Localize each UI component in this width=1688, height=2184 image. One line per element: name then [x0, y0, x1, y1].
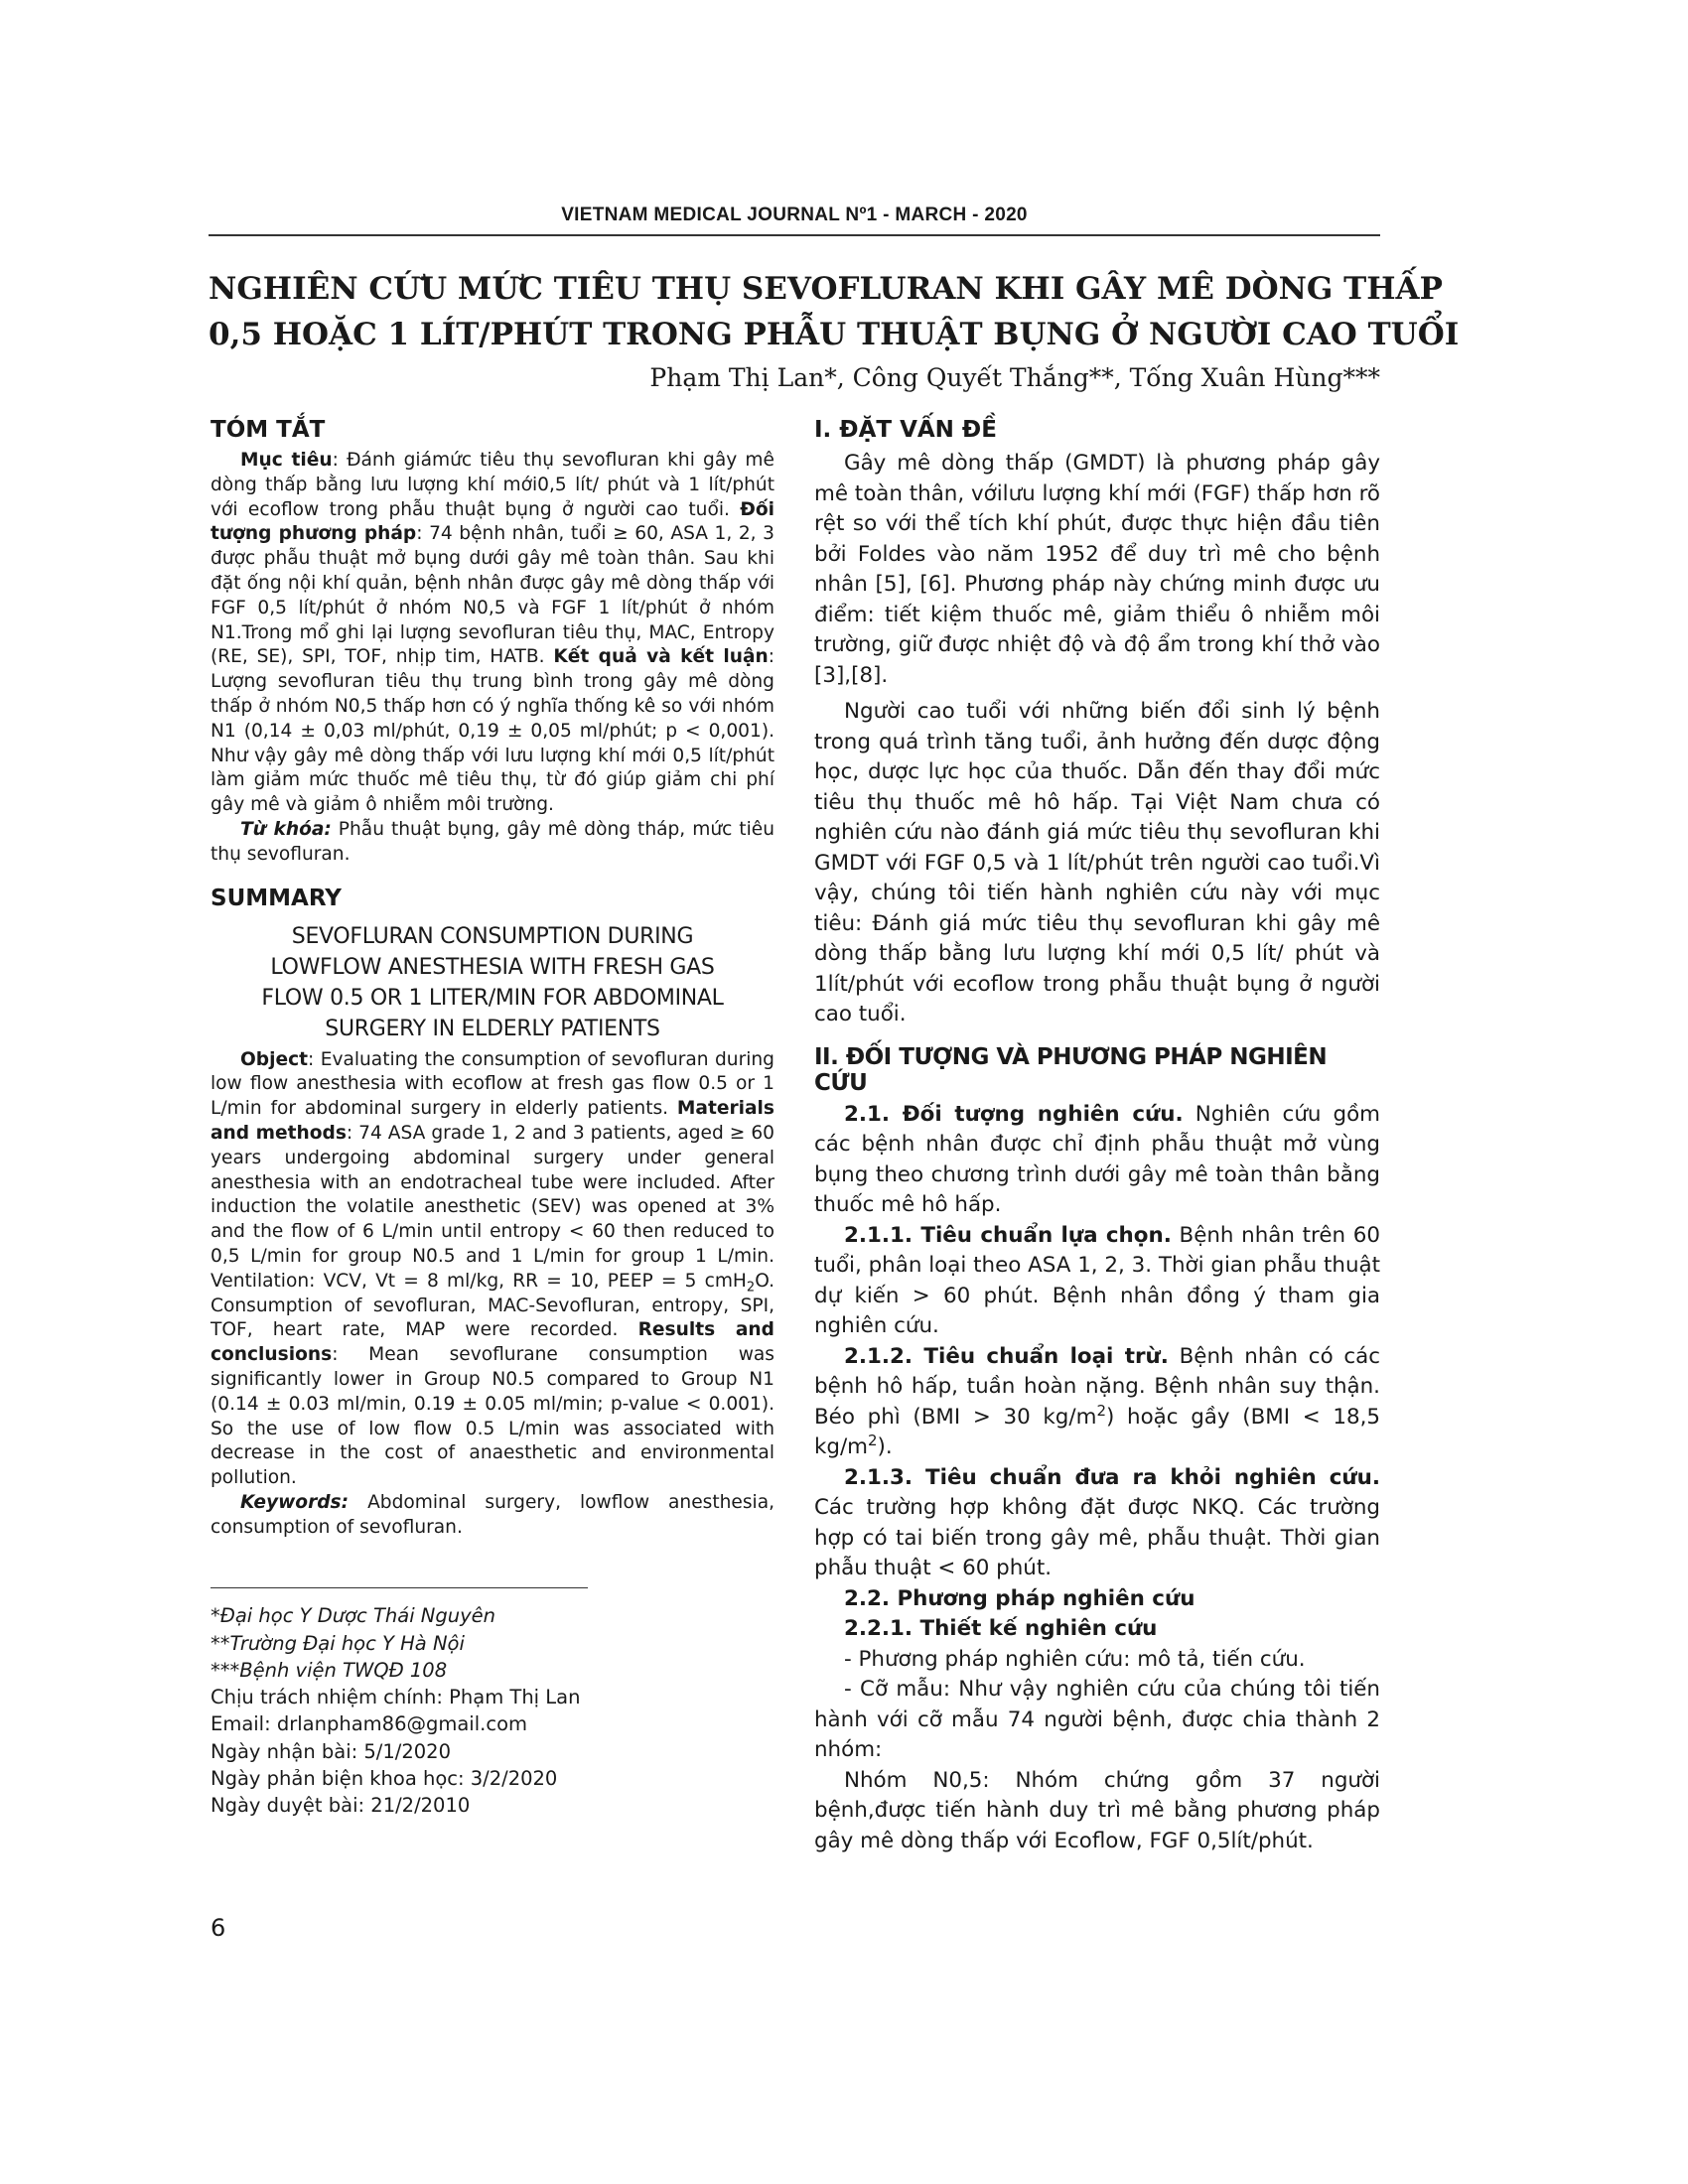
keywords-en-label: Keywords: — [240, 1491, 350, 1513]
superscript-1: 2 — [1096, 1401, 1106, 1420]
methods-label: Đối tượng phương pháp — [211, 498, 774, 545]
subsection-2-1-2 — [814, 1342, 1380, 1463]
subsection-2-1-text: Nghiên cứu gồm các bệnh nhân được chỉ định phẫu thuật mở vùng bụng theo chương trình dưới gây mê toàn thân bằng thuốc mê hô hấp. — [814, 1101, 1381, 1217]
paper-title — [209, 266, 1460, 357]
title-line-1: NGHIÊN CỨU MỨC TIÊU THỤ SEVOFLURAN KHI GÂY MÊ DÒNG THẤP — [209, 271, 1443, 307]
object-label: Object — [240, 1048, 309, 1070]
subsection-2-1-label: 2.1. Đối tượng nghiên cứu. — [844, 1101, 1184, 1127]
keywords-en — [211, 1491, 774, 1541]
results-label: Kết quả và kết luận — [553, 646, 769, 668]
abstract-vi-paragraph — [211, 449, 774, 818]
footnote-rule — [211, 1587, 588, 1588]
summary-title-line-1: SEVOFLURAN CONSUMPTION DURING — [291, 923, 694, 949]
subsection-2-2-heading: 2.2. Phương pháp nghiên cứu — [844, 1585, 1196, 1611]
summary-paragraph — [211, 1048, 774, 1491]
summary-title-line-3: FLOW 0.5 OR 1 LITER/MIN FOR ABDOMINAL — [261, 985, 724, 1011]
method-line: - Phương pháp nghiên cứu: mô tả, tiến cứu. — [844, 1646, 1306, 1672]
right-column — [814, 417, 1380, 1856]
date-received: Ngày nhận bài: 5/1/2020 — [211, 1739, 451, 1763]
subsection-2-1-3-label: 2.1.3. Tiêu chuẩn đưa ra khỏi nghiên cứu. — [844, 1464, 1380, 1490]
footnotes — [211, 1602, 774, 1819]
header-rule — [209, 234, 1380, 236]
materials-text-b: O. Consumption of sevofluran, MAC-Sevofluran, entropy, SPI, TOF, heart rate, MAP were recorded. — [211, 1270, 774, 1341]
objective-label: Mục tiêu — [240, 450, 333, 471]
date-accepted: Ngày duyệt bài: 21/2/2010 — [211, 1793, 471, 1817]
objective-text: : Đánh giámức tiêu thụ sevofluran khi gây mê dòng thấp bằng lưu lượng khí mới0,5 lít/ phút và 1 lít/phút với ecoflow trong phẫu thuật bụng ở người cao tuổi. — [211, 450, 774, 520]
running-header: VIETNAM MEDICAL JOURNAL Nº1 - MARCH - 2020 — [561, 205, 1028, 225]
summary-title-line-2: LOWFLOW ANESTHESIA WITH FRESH GAS — [270, 954, 715, 980]
section-2-body — [814, 1100, 1380, 1857]
section-1-body — [814, 449, 1380, 1030]
authors: Phạm Thị Lan*, Công Quyết Thắng**, Tống Xuân Hùng*** — [649, 363, 1380, 392]
section-1-paragraph-2: Người cao tuổi với những biến đổi sinh lý bệnh trong quá trình tăng tuổi, ảnh hưởng đến dược động học, dược lực học của thuốc. Dẫn đến thay đổi mức tiêu thụ thuốc mê hô hấp. Tại Việt Nam chưa có nghiên cứu nào đánh giá mức tiêu thụ sevofluran khi GMDT với FGF 0,5 và 1 lít/phút trên người cao tuổi.Vì vậy, chúng tôi tiến hành nghiên cứu này với mục tiêu: Đánh giá mức tiêu thụ sevofluran khi gây mê dòng thấp bằng lưu lượng khí mới 0,5 lít/ phút và 1lít/phút với ecoflow trong phẫu thuật bụng ở người cao tuổi. — [814, 699, 1380, 1026]
subsection-2-1 — [814, 1100, 1380, 1221]
summary-title-line-4: SURGERY IN ELDERLY PATIENTS — [325, 1016, 660, 1041]
summary-heading: SUMMARY — [211, 885, 342, 911]
subsection-2-1-3 — [814, 1463, 1380, 1584]
subsection-2-1-2-text-b: ) hoặc gầy (BMI < 18,5 kg/m — [814, 1404, 1380, 1459]
affiliation-2: **Trường Đại học Y Hà Nội — [211, 1631, 465, 1655]
results-text: : Lượng sevofluran tiêu thụ trung bình trong gây mê dòng thấp ở nhóm N0,5 thấp hơn có ý nghĩa thống kê so với nhóm N1 (0,14 ± 0,03 ml/phút, 0,19 ± 0,05 ml/phút; p < 0,001). Như vậy gây mê dòng thấp với lưu lượng khí mới 0,5 lít/phút làm giảm mức thuốc mê tiêu thụ, từ đó giúp giảm chi phí gây mê và giảm ô nhiễm môi trường. — [211, 646, 774, 816]
subsection-2-1-1-text: Bệnh nhân trên 60 tuổi, phân loại theo ASA 1, 2, 3. Thời gian phẫu thuật dự kiến > 60 phút. Bệnh nhân đồng ý tham gia nghiên cứu. — [814, 1222, 1380, 1338]
superscript-2: 2 — [868, 1431, 878, 1449]
responsible-author: Chịu trách nhiệm chính: Phạm Thị Lan — [211, 1686, 581, 1709]
subsection-2-1-2-text-c: ). — [877, 1434, 893, 1459]
materials-label: Materials and methods — [211, 1098, 774, 1144]
keywords-vi-text: Phẫu thuật bụng, gây mê dòng tháp, mức tiêu thụ sevofluran. — [211, 818, 774, 865]
subsection-2-1-2-text-a: Bệnh nhân có các bệnh hô hấp, tuần hoàn nặng. Bệnh nhân suy thận. Béo phì (BMI > 30 kg/m — [814, 1343, 1381, 1430]
keywords-en-text: Abdominal surgery, lowflow anesthesia, consumption of sevofluran. — [211, 1491, 774, 1538]
materials-text-a: : 74 ASA grade 1, 2 and 3 patients, aged ≥ 60 years undergoing abdominal surgery under general anesthesia with an endotracheal tube were included. After induction the volatile anesthetic (SEV) was opened at 3% and the flow of 6 L/min until entropy < 60 then reduced to 0,5 L/min for group N0.5 and 1 L/min for group 1 L/min. Ventilation: VCV, Vt = 8 ml/kg, RR = 10, PEEP = 5 cmH — [211, 1122, 774, 1292]
summary-body — [211, 1048, 774, 1541]
subsection-2-1-1-label: 2.1.1. Tiêu chuẩn lựa chọn. — [844, 1222, 1172, 1248]
author-email: Email: drlanpham86@gmail.com — [211, 1712, 527, 1736]
object-text: : Evaluating the consumption of sevofluran during low flow anesthesia with ecoflow at fresh gas flow 0.5 or 1 L/min for abdominal surgery in elderly patients. — [211, 1048, 774, 1120]
section-2-heading: II. ĐỐI TƯỢNG VÀ PHƯƠNG PHÁP NGHIÊN CỨU — [814, 1043, 1328, 1096]
keywords-vi — [211, 818, 774, 868]
section-1-heading: I. ĐẶT VẤN ĐỀ — [814, 417, 997, 443]
results-en-text: : Mean sevoflurane consumption was significantly lower in Group N0.5 compared to Group N1 (0.14 ± 0.03 ml/min, 0.19 ± 0.05 ml/min; p-value < 0.001). So the use of low flow 0.5 L/min was associated with decrease in the cost of anaesthetic and environmental pollution. — [211, 1344, 774, 1489]
methods-text: : 74 bệnh nhân, tuổi ≥ 60, ASA 1, 2, 3 được phẫu thuật mở bụng dưới gây mê toàn thân. Sau khi đặt ống nội khí quản, bệnh nhân được gây mê dòng thấp với FGF 0,5 lít/phút ở nhóm N0,5 và FGF 1 lít/phút ở nhóm N1.Trong mổ ghi lại lượng sevofluran tiêu thụ, MAC, Entropy (RE, SE), SPI, TOF, nhịp tim, HATB. — [211, 523, 774, 668]
materials-sub: 2 — [746, 1280, 756, 1296]
subsection-2-1-3-text: Các trường hợp không đặt được NKQ. Các trường hợp có tai biến trong gây mê, phẫu thuật. Thời gian phẫu thuật < 60 phút. — [814, 1495, 1380, 1580]
left-column — [211, 417, 774, 1819]
page-number: 6 — [211, 1914, 226, 1942]
keywords-vi-label: Từ khóa: — [240, 818, 332, 840]
title-line-2: 0,5 HOẶC 1 LÍT/PHÚT TRONG PHẪU THUẬT BỤNG Ở NGƯỜI CAO TUỔI — [209, 317, 1460, 352]
subsection-2-1-1 — [814, 1221, 1380, 1342]
abstract-vi-body — [211, 449, 774, 868]
subsection-2-1-2-label: 2.1.2. Tiêu chuẩn loại trừ. — [844, 1343, 1169, 1369]
subsection-2-2-1-heading: 2.2.1. Thiết kế nghiên cứu — [844, 1616, 1158, 1641]
abstract-vi-heading: TÓM TẮT — [211, 417, 326, 443]
results-en-label: Results and conclusions — [211, 1319, 774, 1366]
section-1-paragraph-1: Gây mê dòng thấp (GMDT) là phương pháp gây mê toàn thân, vớilưu lượng khí mới (FGF) thấp hơn rõ rệt so với thể tích khí phút, được thực hiện đầu tiên bởi Foldes vào năm 1952 để duy trì mê cho bệnh nhân [5], [6]. Phương pháp này chứng minh được ưu điểm: tiết kiệm thuốc mê, giảm thiểu ô nhiễm môi trường, giữ được nhiệt độ và độ ẩm trong khí thở vào [3],[8]. — [814, 451, 1380, 688]
date-reviewed: Ngày phản biện khoa học: 3/2/2020 — [211, 1766, 558, 1790]
affiliation-3: ***Bệnh viện TWQĐ 108 — [211, 1658, 448, 1682]
group-line: Nhóm N0,5: Nhóm chứng gồm 37 người bệnh,được tiến hành duy trì mê bằng phương pháp gây mê dòng thấp với Ecoflow, FGF 0,5lít/phút. — [814, 1767, 1380, 1853]
affiliation-1: *Đại học Y Dược Thái Nguyên — [211, 1604, 496, 1628]
summary-title — [211, 921, 774, 1044]
sample-line: - Cỡ mẫu: Như vậy nghiên cứu của chúng tôi tiến hành với cỡ mẫu 74 người bệnh, được chia thành 2 nhóm: — [814, 1677, 1380, 1762]
